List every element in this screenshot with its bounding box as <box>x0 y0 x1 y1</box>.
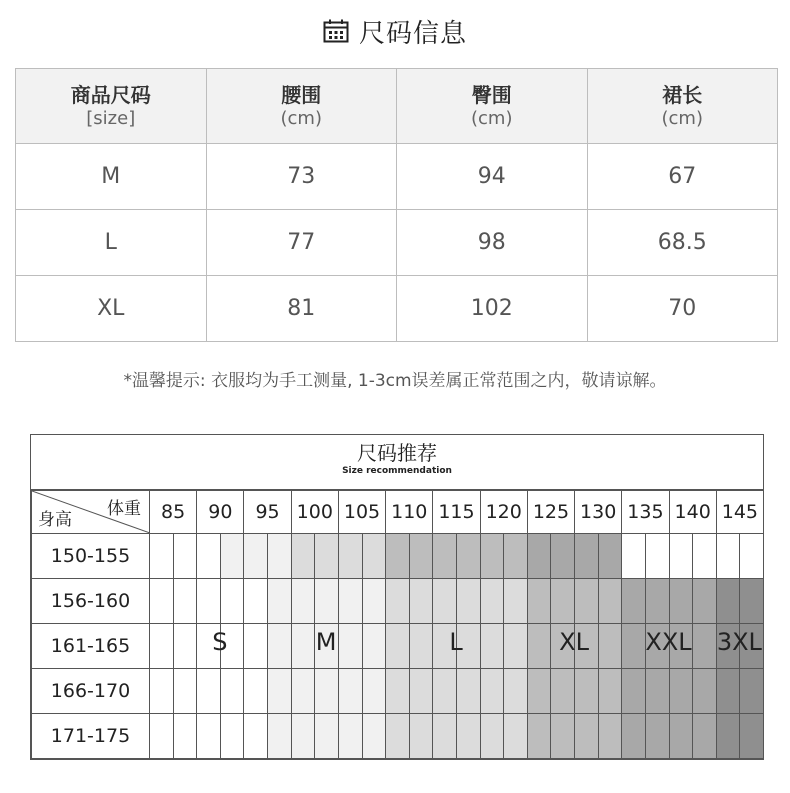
weight-header: 120 <box>480 491 527 534</box>
table-row <box>16 210 778 276</box>
weight-header: 130 <box>575 491 622 534</box>
height-axis-label: 身高 <box>38 510 72 530</box>
size-label: XXL <box>645 628 692 656</box>
table-cell: L <box>16 210 207 276</box>
weight-header: 110 <box>386 491 433 534</box>
column-header: 商品尺码 [size] <box>16 69 207 144</box>
weight-axis-label: 体重 <box>107 499 141 519</box>
size-labels-layer <box>31 490 763 752</box>
weight-header: 140 <box>669 491 716 534</box>
recommendation-title: 尺码推荐 <box>357 441 437 465</box>
weight-header: 105 <box>338 491 385 534</box>
page-header <box>0 12 790 50</box>
column-header: 臀围 (cm) <box>397 69 588 144</box>
table-cell: XL <box>16 276 207 342</box>
size-label: 3XL <box>716 628 762 656</box>
table-cell: 67 <box>587 144 778 210</box>
size-info-table <box>15 68 778 342</box>
recommendation-subtitle: Size recommendation <box>342 466 452 476</box>
weight-header: 95 <box>244 491 291 534</box>
weight-header: 135 <box>622 491 669 534</box>
size-label: L <box>449 628 463 656</box>
recommendation-header <box>31 435 763 490</box>
weight-header: 115 <box>433 491 480 534</box>
weight-header: 90 <box>197 491 244 534</box>
height-header: 161-165 <box>32 624 150 669</box>
size-label: S <box>212 628 228 656</box>
table-cell: 81 <box>206 276 397 342</box>
table-row <box>16 144 778 210</box>
column-header: 裙长 (cm) <box>587 69 778 144</box>
column-header: 腰围 (cm) <box>206 69 397 144</box>
table-cell: 68.5 <box>587 210 778 276</box>
size-table-header <box>16 69 778 144</box>
height-header: 156-160 <box>32 579 150 624</box>
page-title: 尺码信息 <box>358 18 467 49</box>
table-row <box>16 276 778 342</box>
table-cell: 94 <box>397 144 588 210</box>
weight-header: 125 <box>527 491 574 534</box>
table-cell: 73 <box>206 144 397 210</box>
table-cell: 102 <box>397 276 588 342</box>
height-header: 150-155 <box>32 534 150 579</box>
table-cell: 98 <box>397 210 588 276</box>
height-header: 171-175 <box>32 714 150 759</box>
size-recommendation-panel <box>30 434 764 760</box>
weight-header: 85 <box>150 491 197 534</box>
weight-header: 100 <box>291 491 338 534</box>
height-header: 166-170 <box>32 669 150 714</box>
table-cell: 77 <box>206 210 397 276</box>
table-cell: 70 <box>587 276 778 342</box>
measurement-note: *温馨提示: 衣服均为手工测量, 1-3cm误差属正常范围之内，敬请谅解。 <box>123 371 667 391</box>
calendar-icon <box>323 19 349 43</box>
size-label: XL <box>559 628 589 656</box>
size-label: M <box>315 628 337 656</box>
table-cell: M <box>16 144 207 210</box>
weight-header: 145 <box>716 491 763 534</box>
